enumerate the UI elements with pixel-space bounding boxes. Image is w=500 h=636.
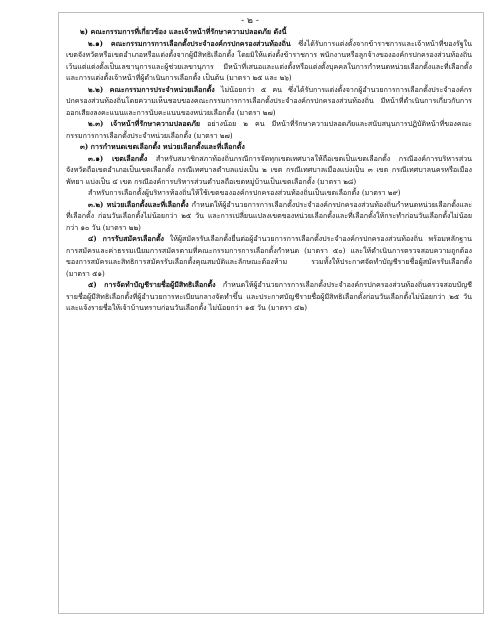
body-text: สำหรับสมาชิกสภาท้องถิ่นกรณีการจัดทุกเขตเทศบาลให้ถือเขตเป็นเขตเลือกตั้ง กรณีองค์การบริหารส่วนจังหวัดถือเขตอำเภอเป็นเขตเลือกตั้ง กรณีเทศบาลตำบลแบ่งเป็น ๒ เขต กรณีเทศบาลเมืองแบ่งเป็น ๓ เขต กรณีเทศบาลนครหรือเมืองพัทยา แบ่งเป็น ๔ เขต กรณีองค์การบริหารส่วนตำบลถือเขตหมู่บ้านเป็นเขตเลือกตั้ง (มาตรา ๒๘): [66, 153, 472, 186]
heading-text: ๓.๑) เขตเลือกตั้ง: [88, 153, 148, 163]
body-text: ให้ผู้สมัครรับเลือกตั้งยื่นต่อผู้อำนวยการการเลือกตั้งประจำองค์กรปกครองส่วนท้องถิ่น พร้อมหลักฐานการสมัครและค่าธรรมเนียมการสมัครตามที่คณะกรรมการการเลือกตั้งกำหนด (มาตรา ๕๐) และให้ดำเนินการตรวจสอบความถูกต้องของการสมัครและสิทธิการสมัครรับเลือกตั้งคุณสมบัติและลักษณะต้องห้าม รวมทั้งให้ประกาศจัดทำบัญชีรายชื่อผู้สมัครรับเลือกตั้ง (มาตรา ๕๑): [66, 234, 472, 278]
heading-text: ๒) คณะกรรมการที่เกี่ยวข้อง และเจ้าหน้าที่รักษาความปลอดภัย ดังนี้: [80, 27, 287, 36]
heading-text: ๓) การกำหนดเขตเลือกตั้ง หน่วยเลือกตั้งและที่เลือกตั้ง: [80, 142, 245, 151]
body-text: กำหนดให้ผู้อำนวยการการเลือกตั้งประจำองค์กรปกครองส่วนท้องถิ่นกำหนดหน่วยเลือกตั้งและที่เลือกตั้ง ก่อนวันเลือกตั้งไม่น้อยกว่า ๒๕ วัน และการเปลี่ยนแปลงเขตของหน่วยเลือกตั้งและที่เลือกตั้งให้กระทำก่อนวันเลือกตั้งไม่น้อยกว่า ๑๐ วัน (มาตรา ๒๒): [66, 199, 472, 232]
heading-text: ๔) การรับสมัครเลือกตั้ง: [88, 234, 165, 243]
body-text: ซึ่งได้รับการแต่งตั้งจากข้าราชการและเจ้าหน้าที่ของรัฐในเขตจังหวัดหรือเขตอำเภอหรือแต่งตั้งจากผู้มีสิทธิเลือกตั้ง โดยมิให้แต่งตั้งข้าราชการ พนักงานหรือลูกจ้างขององค์กรปกครองส่วนท้องถิ่น เว้นแต่แต่งตั้งเป็นเลขานุการและผู้ช่วยเลขานุการ มีหน้าที่เสนอและแต่งตั้งหรือแต่งตั้งบุคคลในการกำหนดหน่วยเลือกตั้งและที่เลือกตั้ง และการแต่งตั้งเจ้าหน้าที่ผู้ดำเนินการเลือกตั้ง เป็นต้น (มาตรา ๒๕ และ ๒๖): [66, 38, 472, 82]
heading-text: ๒.๒) คณะกรรมการประจำหน่วยเลือกตั้ง: [88, 84, 215, 94]
page-number: - ๒ -: [241, 16, 259, 26]
body-text: ไม่น้อยกว่า ๕ คน ซึ่งได้รับการแต่งตั้งจากผู้อำนวยการการเลือกตั้งประจำองค์กรปกครองส่วนท้องถิ่นโดยความเห็นชอบของคณะกรรมการการเลือกตั้งประจำองค์กรปกครองส่วนท้องถิ่น มีหน้าที่ดำเนินการเกี่ยวกับการออกเสียงลงคะแนนและการนับคะแนนของหน่วยเลือกตั้ง (มาตรา ๒๗): [66, 84, 472, 117]
paragraph-s4: [66, 233, 472, 279]
paragraph-s21: [66, 38, 472, 84]
document-body: [66, 26, 472, 314]
heading-text: ๕) การจัดทำบัญชีรายชื่อผู้มีสิทธิเลือกตั้ง: [88, 280, 216, 289]
body-text: กำหนดให้ผู้อำนวยการการเลือกตั้งประจำองค์กรปกครองส่วนท้องถิ่นตรวจสอบบัญชีรายชื่อผู้มีสิทธิเลือกตั้งที่ผู้อำนวยการทะเบียนกลางจัดทำขึ้น และประกาศบัญชีรายชื่อผู้มีสิทธิเลือกตั้งก่อนวันเลือกตั้งไม่น้อยกว่า ๒๕ วัน และแจ้งรายชื่อให้เจ้าบ้านทราบก่อนวันเลือกตั้ง ไม่น้อยกว่า ๑๕ วัน (มาตรา ๔๒): [66, 280, 472, 312]
heading-text: ๒.๑) คณะกรรมการการเลือกตั้งประจำองค์กรปกครองส่วนท้องถิ่น: [88, 38, 291, 48]
body-text: อย่างน้อย ๒ คน มีหน้าที่รักษาความปลอดภัยและสนับสนุนการปฏิบัติหน้าที่ของคณะกรรมการการเลือกตั้งประจำหน่วยเลือกตั้ง (มาตรา ๒๗): [66, 119, 472, 140]
paragraph-h2: [66, 26, 472, 38]
paragraph-s23: [66, 118, 472, 141]
paragraph-s5: [66, 279, 472, 314]
paragraph-s22: [66, 84, 472, 119]
heading-text: ๒.๓) เจ้าหน้าที่รักษาความปลอดภัย: [88, 119, 201, 128]
paragraph-h3: [66, 141, 472, 153]
paragraph-s31: [66, 153, 472, 188]
heading-text: ๓.๒) หน่วยเลือกตั้งและที่เลือกตั้ง: [88, 199, 189, 209]
body-text: สำหรับการเลือกตั้งผู้บริหารท้องถิ่นให้ใช้เขตขององค์กรปกครองส่วนท้องถิ่นเป็นเขตเลือกตั้ง (มาตรา ๒๙): [88, 188, 401, 197]
paragraph-s32: [66, 199, 472, 234]
paragraph-s31b: [66, 187, 472, 199]
